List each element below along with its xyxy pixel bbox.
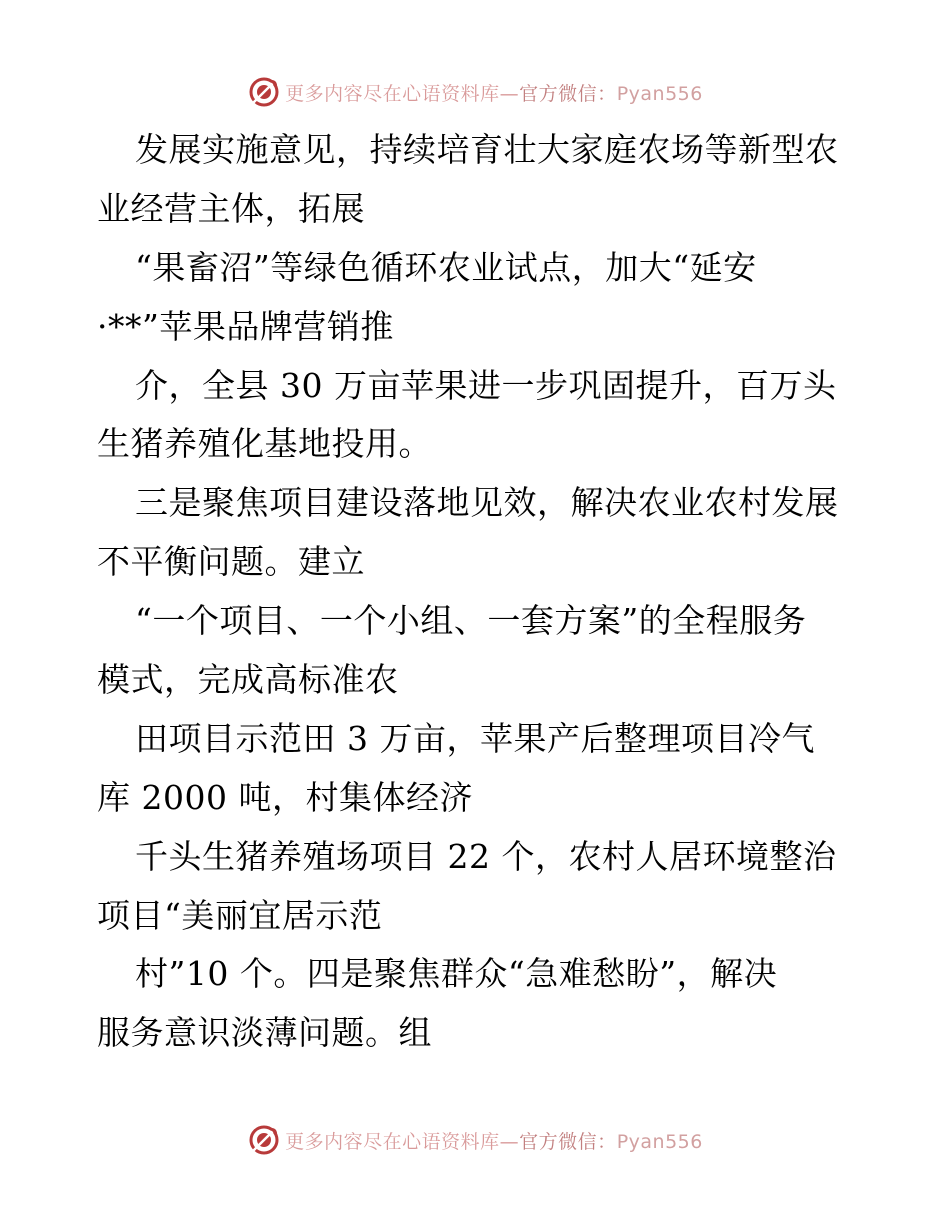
text-line: 服务意识淡薄问题。组: [97, 1013, 432, 1053]
text-line: 村”10 个。四是聚焦群众“急难愁盼”，解决: [135, 954, 778, 994]
text-line: 库 2000 吨，村集体经济: [97, 777, 473, 817]
watermark-separator: —: [499, 1130, 520, 1153]
text-line: “一个项目、一个小组、一套方案”的全程服务: [135, 601, 807, 641]
text-line: 三是聚焦项目建设落地见效，解决农业农村发展: [135, 483, 839, 523]
quill-seal-icon: [247, 1123, 281, 1157]
watermark-wechat-label: 官方微信：: [519, 82, 617, 105]
text-line: 不平衡问题。建立: [97, 542, 365, 582]
document-body: [97, 121, 857, 1063]
quill-seal-icon: [247, 75, 281, 109]
text-line: 介，全县 30 万亩苹果进一步巩固提升，百万头: [135, 365, 837, 405]
watermark-wechat-id: Pyan556: [616, 82, 703, 105]
text-line: “果畜沼”等绿色循环农业试点，加大“延安: [135, 247, 757, 287]
text-line: 发展实施意见，持续培育壮大家庭农场等新型农: [135, 130, 839, 169]
text-line: 千头生猪养殖场项目 22 个，农村人居环境整治: [135, 836, 837, 876]
watermark-text: [285, 1127, 703, 1154]
text-line: 模式，完成高标准农: [97, 660, 399, 700]
text-line: 生猪养殖化基地投用。: [97, 424, 432, 464]
text-line: ·**”苹果品牌营销推: [97, 306, 394, 346]
watermark-site-text: 更多内容尽在心语资料库: [285, 82, 500, 105]
text-line: 项目“美丽宜居示范: [97, 895, 383, 935]
watermark-site-text: 更多内容尽在心语资料库: [285, 1130, 500, 1153]
watermark-wechat-id: Pyan556: [616, 1130, 703, 1153]
watermark-separator: —: [499, 82, 520, 105]
watermark-text: [285, 79, 703, 106]
header-watermark: [0, 72, 950, 112]
text-line: 业经营主体，拓展: [97, 188, 365, 228]
text-line: 田项目示范田 3 万亩，苹果产后整理项目冷气: [135, 718, 815, 758]
footer-watermark: [0, 1120, 950, 1160]
watermark-wechat-label: 官方微信：: [519, 1130, 617, 1153]
